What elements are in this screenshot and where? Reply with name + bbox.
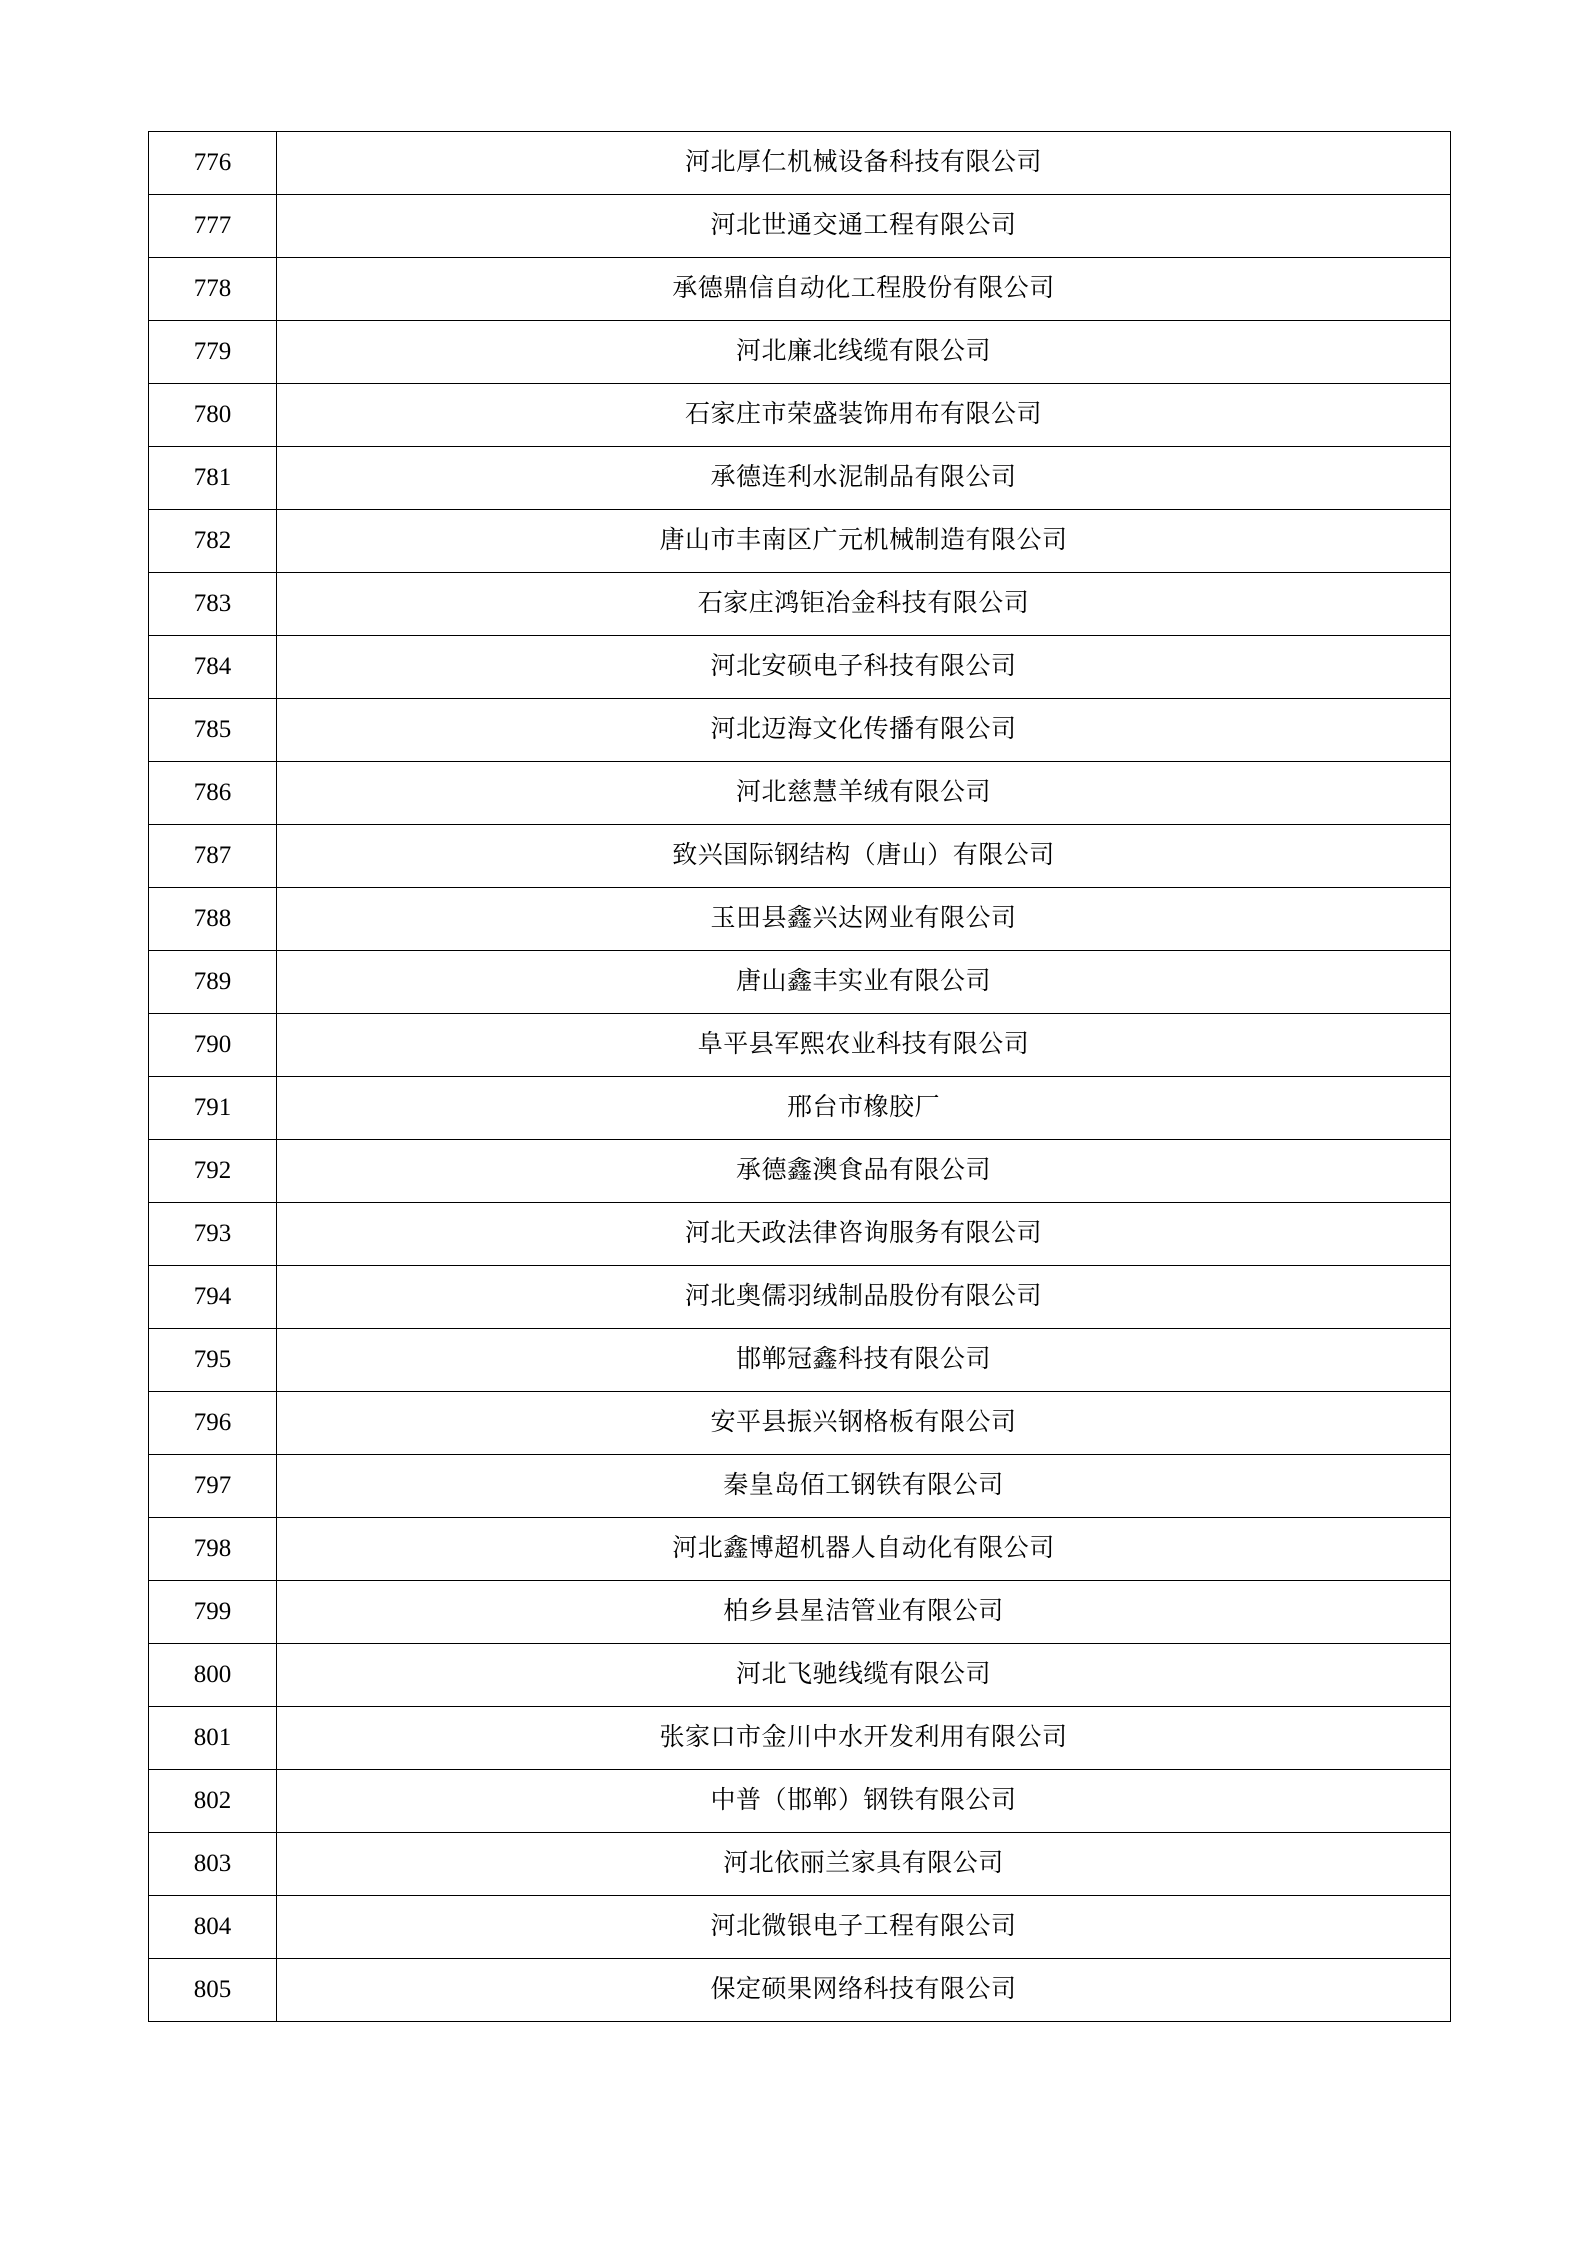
row-index-cell: 788 xyxy=(149,888,277,951)
row-index-cell: 805 xyxy=(149,1959,277,2022)
company-name-cell: 河北天政法律咨询服务有限公司 xyxy=(277,1203,1451,1266)
company-name-cell: 安平县振兴钢格板有限公司 xyxy=(277,1392,1451,1455)
company-name-cell: 河北奥儒羽绒制品股份有限公司 xyxy=(277,1266,1451,1329)
company-name-cell: 秦皇岛佰工钢铁有限公司 xyxy=(277,1455,1451,1518)
table-row xyxy=(149,1014,1451,1077)
row-index-cell: 793 xyxy=(149,1203,277,1266)
row-index-cell: 786 xyxy=(149,762,277,825)
company-name-cell: 邯郸冠鑫科技有限公司 xyxy=(277,1329,1451,1392)
row-index-cell: 797 xyxy=(149,1455,277,1518)
table-row xyxy=(149,1392,1451,1455)
row-index-cell: 781 xyxy=(149,447,277,510)
table-row xyxy=(149,1644,1451,1707)
table-row xyxy=(149,195,1451,258)
table-row xyxy=(149,1707,1451,1770)
row-index-cell: 800 xyxy=(149,1644,277,1707)
table-row xyxy=(149,951,1451,1014)
company-name-cell: 河北廉北线缆有限公司 xyxy=(277,321,1451,384)
table-row xyxy=(149,1896,1451,1959)
company-name-cell: 石家庄鸿钜冶金科技有限公司 xyxy=(277,573,1451,636)
company-name-cell: 河北厚仁机械设备科技有限公司 xyxy=(277,132,1451,195)
company-name-cell: 中普（邯郸）钢铁有限公司 xyxy=(277,1770,1451,1833)
table-row xyxy=(149,132,1451,195)
company-name-cell: 唐山市丰南区广元机械制造有限公司 xyxy=(277,510,1451,573)
company-name-cell: 河北微银电子工程有限公司 xyxy=(277,1896,1451,1959)
company-name-cell: 阜平县军熙农业科技有限公司 xyxy=(277,1014,1451,1077)
row-index-cell: 783 xyxy=(149,573,277,636)
company-name-cell: 河北慈慧羊绒有限公司 xyxy=(277,762,1451,825)
row-index-cell: 794 xyxy=(149,1266,277,1329)
table-row xyxy=(149,1581,1451,1644)
company-name-cell: 张家口市金川中水开发利用有限公司 xyxy=(277,1707,1451,1770)
row-index-cell: 777 xyxy=(149,195,277,258)
company-name-cell: 承德连利水泥制品有限公司 xyxy=(277,447,1451,510)
table-row xyxy=(149,825,1451,888)
company-name-cell: 柏乡县星洁管业有限公司 xyxy=(277,1581,1451,1644)
table-row xyxy=(149,1770,1451,1833)
table-row xyxy=(149,1833,1451,1896)
row-index-cell: 785 xyxy=(149,699,277,762)
table-row xyxy=(149,1140,1451,1203)
row-index-cell: 802 xyxy=(149,1770,277,1833)
table-row xyxy=(149,1455,1451,1518)
company-listing-table xyxy=(148,131,1451,2022)
company-name-cell: 承德鼎信自动化工程股份有限公司 xyxy=(277,258,1451,321)
row-index-cell: 801 xyxy=(149,1707,277,1770)
row-index-cell: 799 xyxy=(149,1581,277,1644)
company-name-cell: 河北依丽兰家具有限公司 xyxy=(277,1833,1451,1896)
table-row xyxy=(149,1959,1451,2022)
row-index-cell: 778 xyxy=(149,258,277,321)
table-row xyxy=(149,447,1451,510)
row-index-cell: 784 xyxy=(149,636,277,699)
table-row xyxy=(149,258,1451,321)
company-name-cell: 保定硕果网络科技有限公司 xyxy=(277,1959,1451,2022)
row-index-cell: 804 xyxy=(149,1896,277,1959)
company-name-cell: 唐山鑫丰实业有限公司 xyxy=(277,951,1451,1014)
row-index-cell: 779 xyxy=(149,321,277,384)
row-index-cell: 780 xyxy=(149,384,277,447)
table-row xyxy=(149,510,1451,573)
table-row xyxy=(149,1329,1451,1392)
company-name-cell: 致兴国际钢结构（唐山）有限公司 xyxy=(277,825,1451,888)
table-row xyxy=(149,1266,1451,1329)
table-body xyxy=(149,132,1451,2022)
company-name-cell: 河北世通交通工程有限公司 xyxy=(277,195,1451,258)
company-name-cell: 河北飞驰线缆有限公司 xyxy=(277,1644,1451,1707)
table-row xyxy=(149,321,1451,384)
table-row xyxy=(149,1203,1451,1266)
company-name-cell: 石家庄市荣盛装饰用布有限公司 xyxy=(277,384,1451,447)
table-row xyxy=(149,888,1451,951)
company-name-cell: 玉田县鑫兴达网业有限公司 xyxy=(277,888,1451,951)
company-name-cell: 邢台市橡胶厂 xyxy=(277,1077,1451,1140)
table-row xyxy=(149,1077,1451,1140)
table-row xyxy=(149,573,1451,636)
row-index-cell: 795 xyxy=(149,1329,277,1392)
row-index-cell: 782 xyxy=(149,510,277,573)
row-index-cell: 796 xyxy=(149,1392,277,1455)
row-index-cell: 776 xyxy=(149,132,277,195)
row-index-cell: 803 xyxy=(149,1833,277,1896)
company-name-cell: 河北安硕电子科技有限公司 xyxy=(277,636,1451,699)
table-row xyxy=(149,762,1451,825)
company-name-cell: 承德鑫澳食品有限公司 xyxy=(277,1140,1451,1203)
table-row xyxy=(149,384,1451,447)
row-index-cell: 787 xyxy=(149,825,277,888)
row-index-cell: 792 xyxy=(149,1140,277,1203)
row-index-cell: 789 xyxy=(149,951,277,1014)
table-row xyxy=(149,636,1451,699)
company-name-cell: 河北迈海文化传播有限公司 xyxy=(277,699,1451,762)
row-index-cell: 790 xyxy=(149,1014,277,1077)
table-row xyxy=(149,699,1451,762)
row-index-cell: 791 xyxy=(149,1077,277,1140)
table-row xyxy=(149,1518,1451,1581)
row-index-cell: 798 xyxy=(149,1518,277,1581)
company-name-cell: 河北鑫博超机器人自动化有限公司 xyxy=(277,1518,1451,1581)
